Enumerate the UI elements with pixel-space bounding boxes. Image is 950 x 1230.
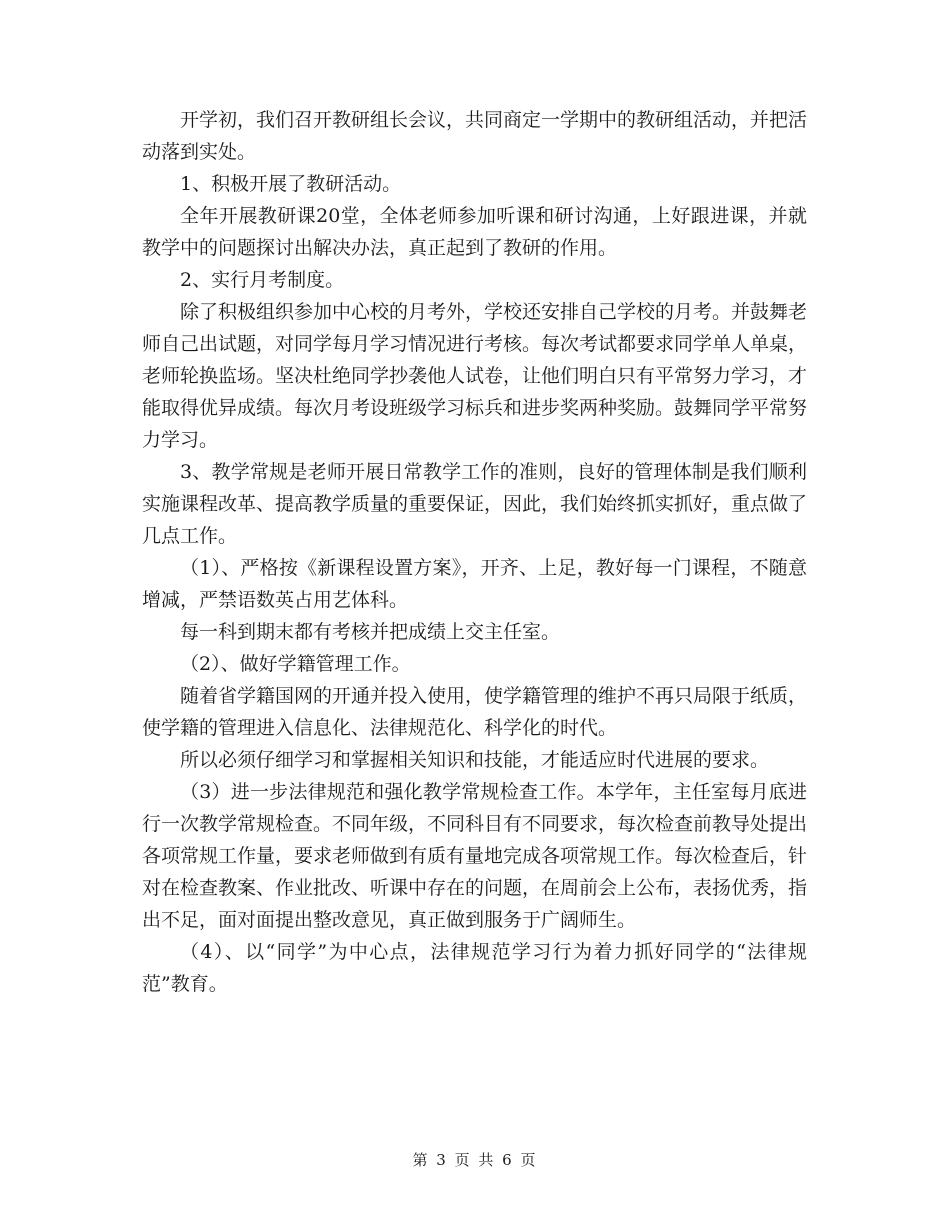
page-number: 第 3 页 共 6 页 (412, 1151, 538, 1169)
paragraph-student-records: 随着省学籍国网的开通并投入使用，使学籍管理的维护不再只局限于纸质，使学籍的管理进入信息化、法律规范化、科学化的时代。 (142, 685, 808, 739)
paragraph-skills: 所以必须仔细学习和掌握相关知识和技能，才能适应时代进展的要求。 (180, 749, 770, 771)
paragraph-item-1: （1）、严格按《新课程设置方案》，开齐、上足，教好每一门课程，不随意增减，严禁语数英占用艺体科。 (142, 557, 807, 611)
paragraph-item-3: （3）进一步法律规范和强化教学常规检查工作。本学年，主任室每月底进行一次教学常规检查。不同年级，不同科目有不同要求，每次检查前教导处提出各项常规工作量，要求老师做到有质有量地完成各项常规工作。每次检查后，针对在检查教案、作业批改、听课中存在的问题，在周前会上公布，表扬优秀，指出不足，面对面提出整改意见，真正做到服务于广阔师生。 (142, 781, 808, 931)
paragraph-research-classes: 全年开展教研课20堂，全体老师参加听课和研讨沟通，上好跟进课，并就教学中的问题探讨出解决办法，真正起到了教研的作用。 (142, 205, 807, 259)
paragraph-item-2: （2）、做好学籍管理工作。 (180, 653, 411, 675)
paragraph-heading-2: 2、实行月考制度。 (180, 269, 345, 291)
paragraph-assessment: 每一科到期末都有考核并把成绩上交主任室。 (180, 621, 561, 643)
paragraph-monthly-exams: 除了积极组织参加中心校的月考外，学校还安排自己学校的月考。并鼓舞老师自己出试题，对同学每月学习情况进行考核。每次考试都要求同学单人单桌，老师轮换监场。坚决杜绝同学抄袭他人试卷，让他们明白只有平常努力学习，才能取得优异成绩。每次月考设班级学习标兵和进步奖两种奖励。鼓舞同学平常努力学习。 (142, 301, 808, 451)
paragraph-item-4: （4）、以“同学”为中心点，法律规范学习行为着力抓好同学的“法律规范”教育。 (142, 941, 807, 995)
paragraph-heading-1: 1、积极开展了教研活动。 (180, 173, 402, 195)
document-body (142, 104, 807, 1000)
paragraph-intro: 开学初，我们召开教研组长会议，共同商定一学期中的教研组活动，并把活动落到实处。 (142, 109, 808, 163)
paragraph-heading-3: 3、教学常规是老师开展日常教学工作的准则，良好的管理体制是我们顺利实施课程改革、提高教学质量的重要保证，因此，我们始终抓实抓好，重点做了几点工作。 (142, 461, 808, 547)
